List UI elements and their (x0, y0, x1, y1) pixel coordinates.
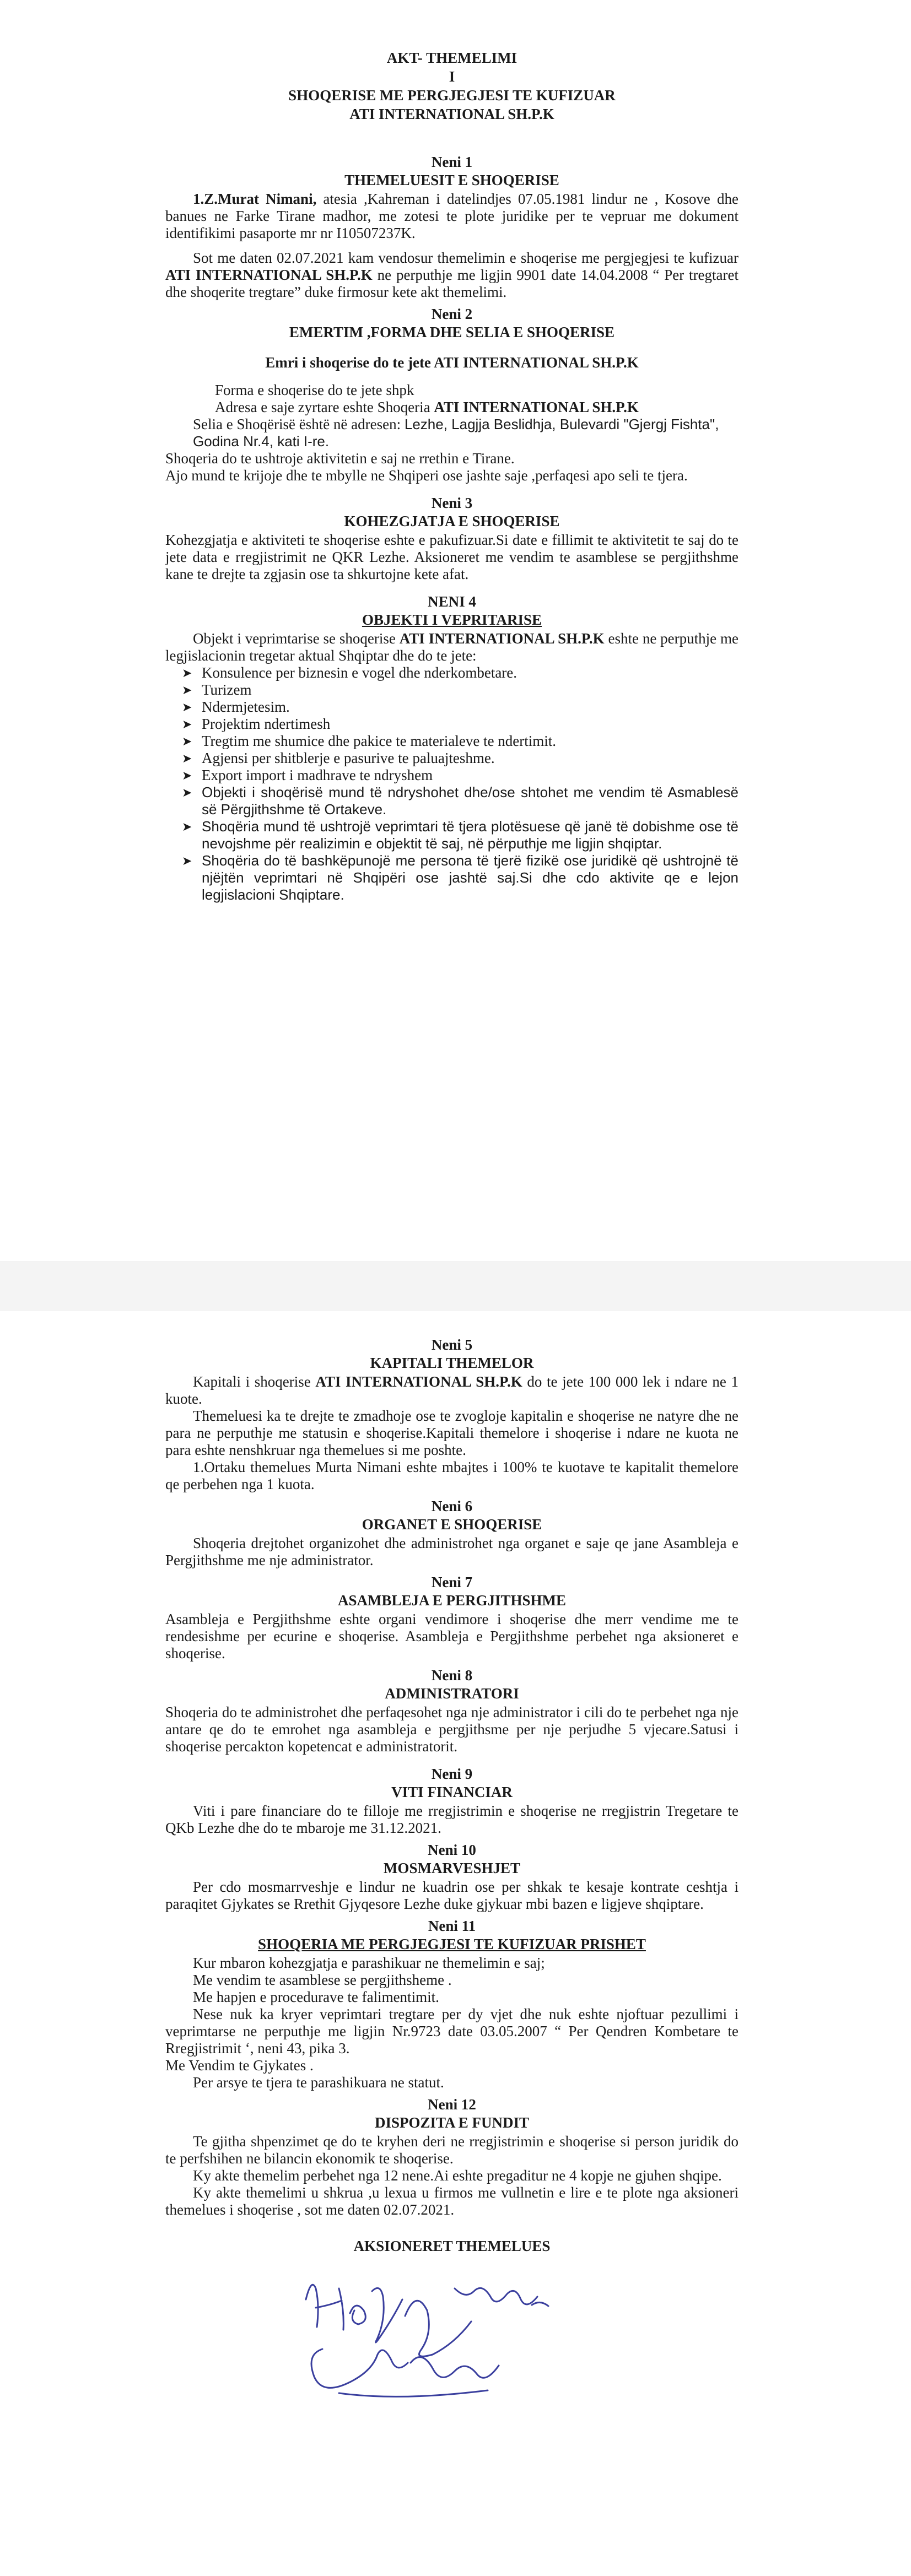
document-page-1 (0, 0, 911, 1262)
list-item-text: Tregtim me shumice dhe pakice te materialeve te ndertimit. (202, 733, 557, 749)
article-11-item-1: Kur mbaron kohezgjatja e parashikuar ne themelimin e saj; (193, 1955, 545, 1971)
page-separator (0, 1262, 911, 1312)
doc-title-line-4: ATI INTERNATIONAL SH.P.K (349, 106, 554, 122)
article-9-paragraph: Viti i pare financiare do te filloje me rregjistrimin e shoqerise ne rregjistrin Tregetare te QKb Lezhe dhe do te mbaroje me 31.12.2021. (165, 1803, 738, 1836)
article-10-number: Neni 10 (428, 1842, 476, 1858)
article-1-decision-paragraph (165, 250, 738, 301)
article-8-number: Neni 8 (431, 1667, 473, 1684)
article-2-address (165, 399, 738, 416)
arrow-bullet-icon: ➤ (182, 769, 192, 782)
object-text-a: Objekt i veprimtarise se shoqerise (193, 630, 400, 647)
article-8-title: ADMINISTRATORI (385, 1685, 519, 1702)
seat-label: Selia e Shoqërisë është në adresen: (193, 416, 405, 432)
decision-text-a: Sot me daten 02.07.2021 kam vendosur themelimin e shoqerise me pergjegjesi te kufizuar (193, 250, 738, 266)
list-item (182, 716, 738, 733)
article-3-number: Neni 3 (431, 495, 473, 511)
article-11-item-6: Per arsye te tjera te parashikuara ne statut. (193, 2074, 444, 2091)
arrow-bullet-icon: ➤ (182, 666, 192, 680)
article-5-capital (165, 1373, 738, 1408)
article-4-number: NENI 4 (428, 593, 476, 610)
article-5-title: KAPITALI THEMELOR (370, 1355, 534, 1371)
article-8-paragraph: Shoqeria do te administrohet dhe perfaqesohet nga nje administrator i cili do te perbehet nga nje antare qe do te emrohet nga asambleja e pergjithsme per nje perjudhe 5 vjecare.Satusi i shoqerise percakton kopetencat e administratorit. (165, 1704, 738, 1755)
article-2-activity: Shoqeria do te ushtroje aktivitetin e saj ne rrethin e Tirane. (165, 450, 515, 467)
list-item (182, 852, 738, 903)
arrow-bullet-icon: ➤ (182, 751, 192, 765)
doc-title-line-3: SHOQERISE ME PERGJEGJESI TE KUFIZUAR (288, 87, 616, 104)
article-7-title: ASAMBLEJA E PERGJITHSHME (337, 1592, 567, 1609)
decision-text-c: ne perputhje me ligjin 9901 date 14.04.2008 “ Per tregtaret dhe shoqerite tregtare” duke firmosur kete akt themelimi. (165, 267, 738, 300)
article-6-title: ORGANET E SHOQERISE (362, 1516, 542, 1533)
capital-text-c: do te jete 100 000 lek i ndare ne 1 kuote. (165, 1373, 739, 1407)
arrow-bullet-icon: ➤ (182, 786, 192, 799)
list-item-text: Agjensi per shitblerje e pasurive te paluajteshme. (202, 750, 495, 766)
article-11-item-4: Nese nuk ka kryer veprimtari tregtare per dy vjet dhe nuk eshte njoftuar pezullimi i veprimtarse ne perputhje me ligjin Nr.9723 date 03.05.2007 “ Per Qendren Kombetare te Rregjistrimit ‘, neni 43, pika 3. (165, 2006, 738, 2057)
article-2-subtitle: Emri i shoqerise do te jete ATI INTERNATIONAL SH.P.K (265, 354, 639, 371)
article-3-title: KOHEZGJATJA E SHOQERISE (344, 513, 560, 529)
article-2-number: Neni 2 (431, 306, 473, 322)
article-4-title: OBJEKTI I VEPRITARISE (362, 611, 542, 628)
article-9-title: VITI FINANCIAR (391, 1784, 513, 1800)
list-item (182, 681, 738, 699)
list-item (182, 784, 738, 818)
doc-title-line-1: AKT- THEMELIMI (386, 50, 518, 66)
list-item-text: Turizem (202, 681, 252, 698)
capital-text-a: Kapitali i shoqerise (193, 1373, 316, 1390)
list-item (182, 733, 738, 750)
list-item-text: Export import i madhrave te ndryshem (202, 767, 433, 783)
article-2-branches: Ajo mund te krijoje dhe te mbylle ne Shqiperi ose jashte saje ,perfaqesi apo seli te tjera. (165, 467, 688, 484)
arrow-bullet-icon: ➤ (182, 700, 192, 714)
list-item-text: Objekti i shoqërisë mund të ndryshohet dhe/ose shtohet me vendim të Asmablesë së Përgjithshme të Ortakeve. (202, 784, 738, 818)
article-2-title: EMERTIM ,FORMA DHE SELIA E SHOQERISE (289, 324, 615, 340)
arrow-bullet-icon: ➤ (182, 820, 192, 834)
list-item (182, 750, 738, 767)
article-7-number: Neni 7 (431, 1574, 473, 1590)
article-4-intro (165, 630, 738, 664)
arrow-bullet-icon: ➤ (182, 854, 192, 868)
arrow-bullet-icon: ➤ (182, 683, 192, 697)
article-5-number: Neni 5 (431, 1336, 473, 1353)
article-5-rights: Themeluesi ka te drejte te zmadhoje ose te zvogloje kapitalin e shoqerise ne natyre dhe ne para ne perputhje me statusin e shoqerise.Kapitali themelore i shoqerise i ndare ne kuota ne para eshte nenshkruar nga themelues si me poshte. (165, 1408, 738, 1458)
article-11-item-2: Me vendim te asamblese se pergjithsheme . (193, 1972, 452, 1988)
article-11-number: Neni 11 (428, 1918, 476, 1934)
object-company-bold: ATI INTERNATIONAL SH.P.K (399, 630, 605, 647)
signatories-title: AKSIONERET THEMELUES (353, 2238, 551, 2254)
doc-title-line-2: I (449, 68, 455, 85)
seat-address: Lezhe, Lagjja Beslidhja, Bulevardi "Gjergj Fishta", Godina Nr.4, kati I-re. (193, 416, 719, 450)
list-item (182, 699, 738, 716)
article-11-item-5: Me Vendim te Gjykates . (165, 2057, 314, 2074)
founder-details: atesia ,Kahreman i datelindjes 07.05.1981 lindur ne , Kosove dhe banues ne Farke Tirane madhor, me zotesi te plote juridike per te vepruar me dokument identifikimi pasaporte mr nr I10507237K. (165, 191, 738, 241)
list-item-text: Konsulence per biznesin e vogel dhe nderkombetare. (202, 664, 518, 681)
article-2-form: Forma e shoqerise do te jete shpk (215, 382, 414, 398)
page-2-content (165, 1336, 738, 2404)
address-text: Adresa e saje zyrtare eshte Shoqeria (215, 399, 434, 415)
list-item (182, 767, 738, 784)
address-company-bold: ATI INTERNATIONAL SH.P.K (434, 399, 639, 415)
article-3-paragraph: Kohezgjatja e aktiviteti te shoqerise eshte e pakufizuar.Si date e fillimit te aktivitetit te saj do te jete data e rregjistrimit ne QKR Lezhe. Aksioneret me vendim te asamblese se pergjithshme kane te drejte ta zgjasin ose ta shkurtojne kete afat. (165, 532, 738, 582)
article-1-number: Neni 1 (431, 154, 473, 170)
article-10-paragraph: Per cdo mosmarrveshje e lindur ne kuadrin ose per shkak te kesaje kontrate ceshtja i paraqitet Gjykates se Rrethit Gjyqesore Lezhe duke gjykuar mbi bazen e ligjeve shqiptare. (165, 1879, 738, 1912)
article-12-paragraph-1: Te gjitha shpenzimet qe do te kryhen deri ne rregjistrimin e shoqerise si person juridik do te perfshihen ne bilancin ekonomik te shoqerise. (165, 2133, 738, 2167)
article-10-title: MOSMARVESHJET (383, 1860, 521, 1876)
article-2-seat (165, 416, 738, 450)
article-7-paragraph: Asambleja e Pergjithshme eshte organi vendimore i shoqerise dhe merr vendime me te rendesishme per ecurine e shoqerise. Asambleja e Pergjithshme perbehet nga aksioneret e shoqerise. (165, 1611, 738, 1662)
article-5-shareholder: 1.Ortaku themelues Murta Nimani eshte mbajtes i 100% te kuotave te kapitalit themelore qe perbehen nga 1 kuota. (165, 1459, 738, 1492)
founder-name: 1.Z.Murat Nimani, (193, 191, 317, 207)
list-item-text: Shoqëria mund të ushtrojë veprimtari të tjera plotësuese që janë të dobishme ose të nevojshme për realizimin e objektit të saj, në përputhje me ligjin shqiptar. (202, 818, 738, 852)
article-6-number: Neni 6 (431, 1498, 473, 1514)
page-1-content (165, 48, 738, 903)
handwritten-signature (289, 2266, 576, 2404)
article-1-title: THEMELUESIT E SHOQERISE (344, 172, 559, 188)
company-name-bold: ATI INTERNATIONAL SH.P.K (165, 267, 373, 283)
article-11-item-3: Me hapjen e procedurave te falimentimit. (193, 1989, 439, 2005)
article-12-number: Neni 12 (428, 2096, 476, 2113)
list-item-text: Ndermjetesim. (202, 699, 290, 715)
article-9-number: Neni 9 (431, 1766, 473, 1782)
capital-company-bold: ATI INTERNATIONAL SH.P.K (315, 1373, 522, 1390)
activities-list (165, 664, 738, 903)
list-item-text: Shoqëria do të bashkëpunojë me persona të tjerë fizikë ose juridikë që ushtrojnë të njëjtën veprimtari në Shqipëri ose jashtë saj.Si dhe cdo aktivite qe e lejon legjislacioni Shqiptare. (202, 852, 738, 903)
list-item (182, 664, 738, 681)
article-12-paragraph-3: Ky akte themelimi u shkrua ,u lexua u firmos me vullnetin e lire e te plote nga aksioneri themelues i shoqerise , sot me daten 02.07.2021. (165, 2184, 738, 2218)
arrow-bullet-icon: ➤ (182, 734, 192, 748)
article-11-title: SHOQERIA ME PERGJEGJESI TE KUFIZUAR PRISHET (258, 1936, 646, 1952)
article-12-paragraph-2: Ky akte themelim perbehet nga 12 nene.Ai eshte pregaditur ne 4 kopje ne gjuhen shqipe. (193, 2167, 722, 2184)
article-12-title: DISPOZITA E FUNDIT (374, 2114, 530, 2131)
article-1-founder-paragraph (165, 191, 738, 242)
list-item (182, 818, 738, 852)
object-text-c: eshte ne perputhje me legjislacionin tregetar aktual Shqiptar dhe do te jete: (165, 630, 739, 664)
article-6-paragraph: Shoqeria drejtohet organizohet dhe administrohet nga organet e saje qe jane Asambleja e Pergjithshme me nje administrator. (165, 1535, 738, 1568)
list-item-text: Projektim ndertimesh (202, 716, 331, 732)
arrow-bullet-icon: ➤ (182, 717, 192, 731)
